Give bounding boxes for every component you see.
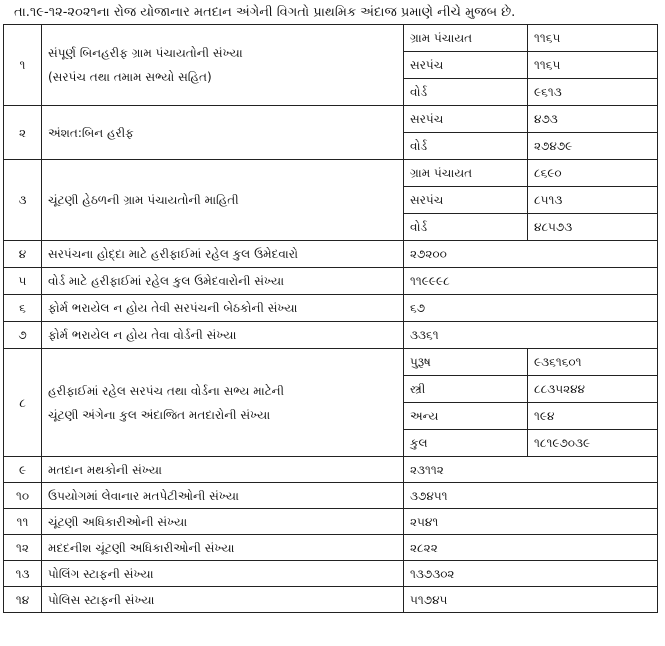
row-number: ૧૨ [4, 535, 42, 561]
row-value: ૬૭ [404, 295, 658, 322]
row-description: મદદનીશ ચૂંટણી અધિકારીઓની સંખ્યા [42, 535, 404, 561]
sub-label: વોર્ડ [404, 214, 528, 241]
row-value: ૩૭૪૫૧ [404, 483, 658, 509]
row-value: ૨૫૪૧ [404, 509, 658, 535]
sub-value: ૯૩૬૧૬૦૧ [528, 349, 658, 376]
sub-label: ગ્રામ પંચાયત [404, 25, 528, 52]
row-description: ઉપયોગમાં લેવાનાર મતપેટીઓની સંખ્યા [42, 483, 404, 509]
election-summary-table [3, 24, 658, 613]
table-row [4, 295, 658, 322]
row-number: ૩ [4, 160, 42, 241]
row-description: સરપંચના હોદ્દા માટે હરીફાઈમાં રહેલ કુલ ઉમેદવારો [42, 241, 404, 268]
row-description [42, 25, 404, 106]
table-row [4, 106, 658, 133]
table-row [4, 349, 658, 376]
sub-value: ૪૭૩ [528, 106, 658, 133]
sub-value: ૧૧૬૫ [528, 52, 658, 79]
page-heading: તા.૧૯-૧૨-૨૦૨૧ના રોજ યોજાનાર મતદાન અંગેની વિગતો પ્રાથમિક અંદાજ પ્રમાણે નીચે મુજબ છે. [14, 5, 516, 20]
row-description: ચૂંટણી હેઠળની ગ્રામ પંચાયતોની માહિતી [42, 160, 404, 241]
row-number: ૬ [4, 295, 42, 322]
sub-label: સરપંચ [404, 52, 528, 79]
row-description: વોર્ડ માટે હરીફાઈમાં રહેલ કુલ ઉમેદવારોની સંખ્યા [42, 268, 404, 295]
sub-label: પુરૂષ [404, 349, 528, 376]
sub-value: ૮૬૯૦ [528, 160, 658, 187]
sub-label: કુલ [404, 430, 528, 457]
row-value: ૩૩૬૧ [404, 322, 658, 349]
row-value: ૧૩૭૩૦૨ [404, 561, 658, 587]
description-line: સંપૂર્ણ બિનહરીફ ગ્રામ પંચાયતોની સંખ્યા [48, 46, 243, 60]
table-row [4, 322, 658, 349]
row-description: પોલિસ સ્ટાફની સંખ્યા [42, 587, 404, 613]
sub-label: વોર્ડ [404, 133, 528, 160]
table-row [4, 587, 658, 613]
row-description: ફોર્મ ભરાયેલ ન હોય તેવી સરપંચની બેઠકોની સંખ્યા [42, 295, 404, 322]
row-number: ૨ [4, 106, 42, 160]
row-number: ૧૦ [4, 483, 42, 509]
sub-value: ૨૭૪૭૯ [528, 133, 658, 160]
sub-label: વોર્ડ [404, 79, 528, 106]
row-value: ૫૧૭૪૫ [404, 587, 658, 613]
row-description: મતદાન મથકોની સંખ્યા [42, 457, 404, 483]
row-value: ૨૩૧૧૨ [404, 457, 658, 483]
sub-value: ૮૮૩૫૨૪૪ [528, 376, 658, 403]
sub-label: સરપંચ [404, 187, 528, 214]
table-row [4, 25, 658, 52]
sub-value: ૧૧૬૫ [528, 25, 658, 52]
row-number: ૫ [4, 268, 42, 295]
row-description: ફોર્મ ભરાયેલ ન હોય તેવા વોર્ડની સંખ્યા [42, 322, 404, 349]
row-description: અંશત:બિન હરીફ [42, 106, 404, 160]
sub-label: સ્ત્રી [404, 376, 528, 403]
row-number: ૧ [4, 25, 42, 106]
row-number: ૯ [4, 457, 42, 483]
table-row [4, 535, 658, 561]
description-line: ચૂંટણી અંગેના કુલ અંદાજિત મતદારોની સંખ્યા [48, 407, 271, 422]
row-description: ચૂંટણી અધિકારીઓની સંખ્યા [42, 509, 404, 535]
table-row [4, 483, 658, 509]
description-line: (સરપંચ તથા તમામ સભ્યો સહિત) [48, 70, 212, 84]
row-value: ૨૮૨૨ [404, 535, 658, 561]
sub-label: સરપંચ [404, 106, 528, 133]
sub-label: અન્ય [404, 403, 528, 430]
sub-value: ૮૫૧૩ [528, 187, 658, 214]
sub-value: ૪૮૫૭૩ [528, 214, 658, 241]
sub-value: ૧૮૧૯૭૦૩૯ [528, 430, 658, 457]
sub-value: ૧૯૪ [528, 403, 658, 430]
row-number: ૭ [4, 322, 42, 349]
row-value: ૧૧૯૯૯૮ [404, 268, 658, 295]
row-number: ૧૧ [4, 509, 42, 535]
description-line: હરીફાઈમાં રહેલ સરપંચ તથા વોર્ડના સભ્ય માટેની [48, 383, 285, 398]
table-row [4, 509, 658, 535]
row-description [42, 349, 404, 457]
table-row [4, 561, 658, 587]
row-value: ૨૭૨૦૦ [404, 241, 658, 268]
table-row [4, 457, 658, 483]
table-row [4, 160, 658, 187]
row-description: પોલિંગ સ્ટાફની સંખ્યા [42, 561, 404, 587]
row-number: ૧૪ [4, 587, 42, 613]
sub-label: ગ્રામ પંચાયત [404, 160, 528, 187]
table-row [4, 268, 658, 295]
row-number: ૪ [4, 241, 42, 268]
row-number: ૮ [4, 349, 42, 457]
sub-value: ૯૬૧૩ [528, 79, 658, 106]
row-number: ૧૩ [4, 561, 42, 587]
table-row [4, 241, 658, 268]
